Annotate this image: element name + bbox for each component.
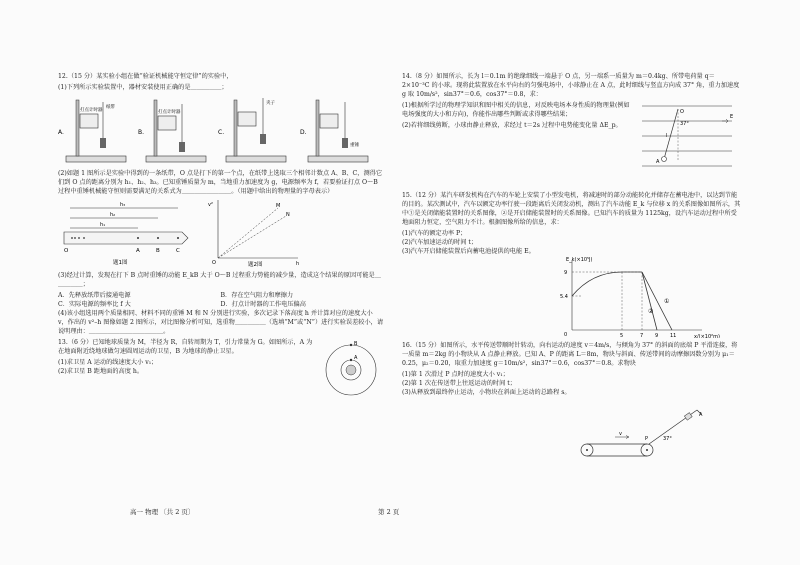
q12-option-d: D．打点计时器的工作电压偏高	[220, 301, 306, 308]
curve1-label: ①	[664, 298, 670, 305]
x-tick-5: 5	[620, 333, 624, 338]
x-tick-9: 9	[655, 333, 659, 338]
left-column	[58, 72, 383, 398]
label-h1: h₁	[100, 222, 106, 228]
label-angle: 37°	[680, 121, 689, 127]
label-angle: 37°	[663, 436, 672, 442]
q15-part3: (3)汽车开启储能装置后向蓄电池提供的电能 E。	[402, 248, 535, 255]
chart-y-label: E_k(×10⁵J)	[566, 257, 593, 263]
fig1-caption: 题1图	[113, 260, 128, 266]
label-h: h	[296, 261, 300, 267]
q14-part2: (2)若将细线剪断，小球由静止释放，求经过 t＝2s 过程中电势能变化量 ΔE_p。	[402, 122, 622, 129]
label-o: O	[680, 109, 684, 115]
option-d-label: D.	[300, 129, 307, 136]
label-h3: h₃	[120, 202, 126, 208]
q12-part2: (2)如题 1 图所示是实验中得到的一条纸带，O 点是打下的第一个点，在纸带上选取三个相邻计数点 A、B、C，测得它们到 O 点的距离分别为 h₁、h₂、h₃。已知重锤质量为 m，当地重力加速度为 g，电源频率为 f，若要验证打点 O～B 过程中重锤机械能守恒则需要满足的关系式为＿＿＿＿＿＿＿＿。（用题中给出的物理量的字母表示）	[58, 170, 383, 195]
fig2-caption: 题2图	[248, 262, 263, 268]
q12-part3: (3)经过计算，发现在打下 B 点时重锤的动能 E_kB 大于 O～B 过程重力势能的减少量，造成这个结果的原因可能是＿＿＿＿＿；	[58, 272, 381, 288]
q13-part2: (2)求卫星 B 距地面的高度 h。	[58, 368, 144, 375]
option-b-label: B.	[138, 129, 145, 136]
q14-pendulum-figure	[632, 101, 742, 173]
apparatus-a	[58, 100, 126, 162]
label-origin: O	[212, 260, 216, 266]
apparatus-c	[218, 98, 286, 162]
q12-option-b: B．存在空气阻力和摩擦力	[220, 292, 294, 299]
y-tick-5-4: 5.4	[560, 294, 568, 300]
label-weight: 重锤	[350, 143, 359, 148]
q16-part3: (3)从释放到最终停止运动，小物块在斜面上运动的总路程 s。	[402, 389, 571, 396]
label-paper: 纸带	[106, 105, 115, 110]
q12-tape-graph-figures	[58, 198, 383, 268]
label-l: l	[666, 133, 668, 139]
label-e: E	[730, 114, 734, 120]
footer-right: 第 2 页	[378, 508, 400, 516]
x-tick-7: 7	[640, 333, 644, 338]
q15-part2: (2)汽车加速运动的时间 t；	[402, 239, 478, 246]
option-c-label: C.	[218, 129, 225, 136]
curve2-label: ②	[648, 308, 654, 315]
label-n: N	[286, 212, 290, 218]
q14-part1: (1)根据所学过的物理学知识和图中相关的信息，对反映电场本身性质的物理量(例如电场强度的大小和方向)，你能作出哪些判断或求得哪些结果；	[402, 102, 630, 118]
chart-x-label: x/(×10²m)	[694, 334, 720, 338]
q12-option-c: C．实际电源的频率比 f 大	[58, 301, 131, 308]
label-timer: 打点计时器	[80, 108, 103, 113]
label-v2: v²	[208, 202, 213, 208]
q16-stem: 16.（15 分）如图所示，水平传送带顺时针转动，向右运动的速度 v＝4m/s，与倾角为 37° 的斜面的底端 P 平滑连接，将一质量 m＝2kg 的小物块从 A 点静止释放。已知 A、P 的距离 L＝8m，物块与斜面、传送带间的动摩擦因数分别为 μ₁＝0.25，μ₂＝0.20，取重力加速度 g＝10m/s²，sin37°＝0.6，cos37°＝0.8。求物块	[402, 342, 738, 367]
q12-apparatus-figures	[58, 94, 383, 166]
q12-part1: (1)下列所示实验装置中，器材安装使用正确的是＿＿＿＿＿；	[58, 84, 228, 91]
v2-h-graph	[208, 200, 299, 268]
q16-part1: (1)第 1 次滑过 P 点时的速度大小 v₁；	[402, 371, 509, 378]
q16-part2: (2)第 1 次在传送带上往返运动的时间 t；	[402, 380, 516, 387]
apparatus-d	[300, 100, 368, 162]
q15-part1: (1)汽车的额定功率 P；	[402, 230, 467, 237]
label-timer: 打点计时器	[158, 110, 181, 115]
apparatus-b	[138, 100, 206, 162]
q12-part4: (4)该小组选用两个质量相同、材料不同的重锤 M 和 N 分别进行实验，多次记录下落高度 h 并计算对应的速度大小 v，作出的 v²–h 图像如题 2 图所示，对比图像分析可知，选重物＿＿＿＿＿（选填“M”或“N”）进行实验误差较小，请说明理由：＿＿＿＿＿＿＿＿＿＿＿＿。	[58, 310, 384, 335]
label-p: P	[645, 436, 649, 442]
footer-left: 高一 物理 〔共 2 页〕	[130, 508, 195, 516]
q13-part1: (1)求卫星 A 运动的线速度大小 v₁；	[58, 359, 158, 366]
q13-block	[58, 338, 383, 398]
label-a: A	[136, 248, 140, 254]
label-sat-b: B	[354, 341, 358, 347]
q14-body	[402, 101, 742, 173]
q15-energy-displacement-chart	[402, 256, 742, 338]
q13-orbit-figure	[313, 338, 383, 398]
right-column	[402, 72, 742, 470]
q15-stem: 15.（12 分）某汽车研发机构在汽车的车轮上安装了小型发电机，将减速时的部分动能转化并储存在蓄电池中，以达到节能的目的。某次测试中，汽车以额定功率行驶一段距离后关闭发动机，测出了汽车动能 E_k 与位移 x 的关系图像如图所示，其中①是关闭储能装置时的关系图像，②是开启储能装置时的关系图像。已知汽车的质量为 1125kg，设汽车运动过程中所受地面阻力恒定，空气阻力不计。根据图像所给的信息，求：	[402, 192, 741, 226]
label-v: v	[619, 431, 622, 437]
label-a: A	[656, 159, 660, 165]
q12-part3-options	[58, 291, 383, 309]
option-a-label: A.	[58, 129, 64, 136]
q14-stem: 14.（8 分）如图所示，长为 l＝0.1m 的绝缘细线一端悬于 O 点，另一端系一质量为 m＝0.4kg、所带电荷量 q＝2×10⁻³C 的小球。现将此装置放在水平向右的匀强电场中，小球静止在 A 点，此时细线与竖直方向成 37° 角，重力加速度 g 取 10m/s²，sin37°＝0.6，cos37°＝0.8，求：	[402, 73, 740, 98]
q16-conveyor-figure	[402, 397, 742, 467]
q13-stem: 13.（6 分）已知地球质量为 M，半径为 R，自转周期为 T，引力常量为 G。如图所示，A 为在地面附近绕地球做匀速圆周运动的卫星，B 为地球的静止卫星。	[58, 339, 313, 355]
label-clip: 夹子	[266, 101, 275, 106]
label-b: B	[156, 248, 160, 254]
label-c: C	[176, 248, 180, 254]
label-sat-a: A	[354, 355, 358, 361]
label-h2: h₂	[110, 212, 116, 218]
label-a: A	[699, 412, 703, 418]
q12-option-a: A．先释放纸带后接通电源	[58, 292, 131, 299]
paper-tape-figure	[64, 202, 188, 266]
x-tick-11: 11	[670, 333, 677, 338]
label-o: O	[64, 248, 69, 254]
label-m: M	[276, 203, 281, 209]
y-tick-9: 9	[564, 270, 568, 276]
q12-stem: 12.（15 分）某实验小组在做“验证机械能守恒定律”的实验中，	[58, 73, 233, 80]
y-tick-0: 0	[564, 332, 568, 338]
